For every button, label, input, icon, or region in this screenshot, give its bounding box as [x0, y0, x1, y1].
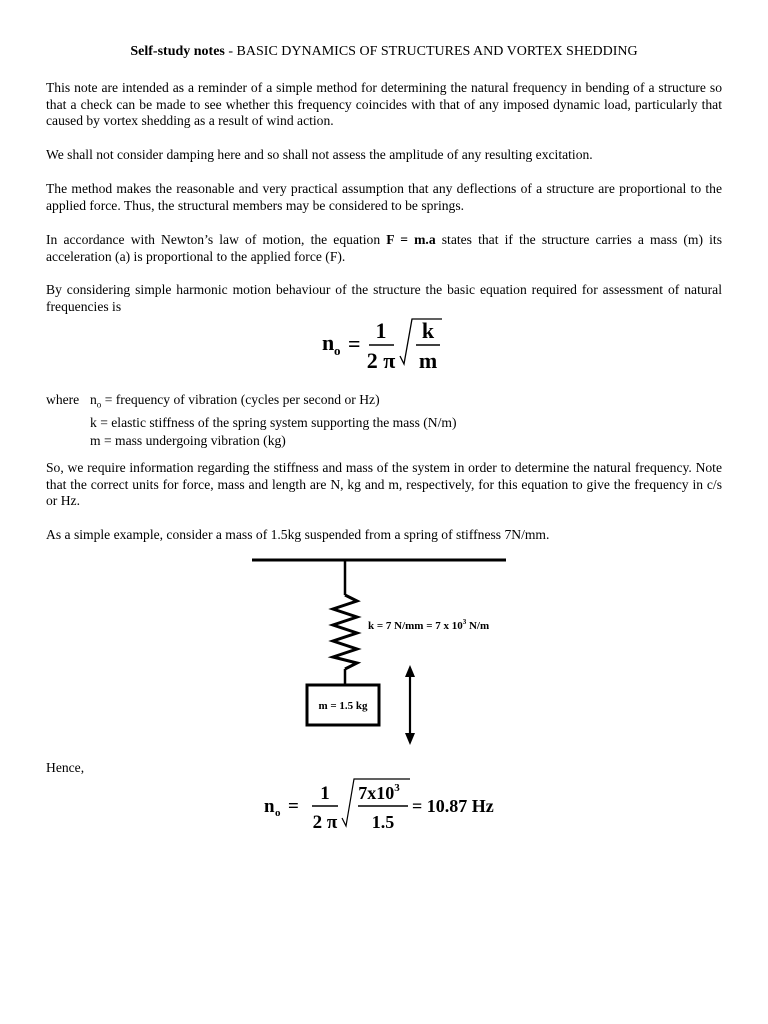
formula1-equals: = [348, 331, 361, 356]
formula2-root-numerator-sup: 3 [394, 782, 400, 794]
definition-stiffness-text: k = elastic stiffness of the spring system supporting the mass (N/m) [90, 415, 457, 431]
spring-label [368, 618, 489, 632]
formula2-equals: = [288, 796, 299, 817]
paragraph-hence: Hence, [46, 760, 85, 775]
formula2-root-numerator-base: 7x10 [358, 783, 395, 803]
formula2-lhs: n [264, 796, 275, 817]
paragraph-intro: This note are intended as a reminder of a simple method for determining the natural frequency in bending of a structure so that a check can be made to see whether this frequency coincides with that of any imposed dynamic load, particularly that caused by vortex shedding as a result of wind action. [46, 80, 722, 129]
formula1-root-numerator: k [421, 318, 435, 343]
newton-text-a: In accordance with Newton’s law of motion, the equation [46, 232, 387, 247]
spring-mass-diagram [250, 555, 530, 750]
definition-mass-text: m = mass undergoing vibration (kg) [90, 432, 286, 448]
variable-definitions [46, 391, 456, 449]
definition-frequency-desc: = frequency of vibration (cycles per second or Hz) [101, 392, 380, 407]
newton-equation: F = m.a [386, 232, 436, 247]
document-title [0, 44, 768, 60]
formula1-denominator: 2 π [366, 348, 396, 373]
spring-label-end: N/m [466, 620, 490, 632]
definition-frequency-text [90, 391, 380, 414]
formula2-root-denominator: 1.5 [371, 812, 395, 832]
definition-frequency-symbol: n [90, 392, 97, 407]
paragraph-method: The method makes the reasonable and very practical assumption that any deflections of a structure are proportional to the applied force. Thus, the structural members may be considered to be springs. [46, 181, 722, 213]
title-bold: Self-study notes [130, 44, 225, 59]
formula1-lhs: n [322, 330, 335, 355]
worked-example-formula [262, 776, 522, 836]
definition-mass [46, 432, 456, 450]
paragraph-newton [46, 232, 722, 265]
paragraph-shm: By considering simple harmonic motion behaviour of the structure the basic equation required for assessment of natural frequencies is [46, 282, 722, 314]
formula2-result: = 10.87 Hz [412, 796, 494, 816]
spring-label-sup: 3 [462, 618, 467, 626]
spring-label-main: k = 7 N/mm = 7 x 10 [368, 620, 463, 632]
definition-frequency-sub: o [96, 399, 102, 410]
spring-coil [333, 595, 357, 669]
natural-frequency-formula [318, 316, 458, 376]
newton-text-b: states that if the structure carries a mass (m) its acceleration (a) is proportional to the applied force (F). [46, 232, 722, 264]
motion-arrow [405, 665, 415, 745]
paragraph-example: As a simple example, consider a mass of 1.5kg suspended from a spring of stiffness 7N/mm. [46, 527, 550, 542]
formula1-numerator: 1 [375, 318, 387, 343]
mass-label: m = 1.5 kg [318, 700, 368, 712]
formula2-numerator: 1 [320, 783, 330, 804]
formula2-denominator: 2 π [312, 812, 338, 833]
paragraph-units: So, we require information regarding the stiffness and mass of the system in order to determine the natural frequency. Note that the correct units for force, mass and length are N, kg and m, respectively, for this equation to give the frequency in c/s or Hz. [46, 460, 722, 509]
definitions-where: where [46, 392, 80, 407]
formula1-lhs-sub: o [334, 343, 341, 358]
paragraph-damping: We shall not consider damping here and so shall not assess the amplitude of any resulting excitation. [46, 147, 593, 162]
definition-stiffness [46, 414, 456, 432]
title-rest: - BASIC DYNAMICS OF STRUCTURES AND VORTEX SHEDDING [224, 44, 638, 59]
definition-frequency [46, 391, 456, 414]
formula2-root-numerator [358, 782, 400, 803]
formula2-lhs-sub: o [275, 807, 281, 819]
formula1-root-denominator: m [418, 348, 438, 373]
